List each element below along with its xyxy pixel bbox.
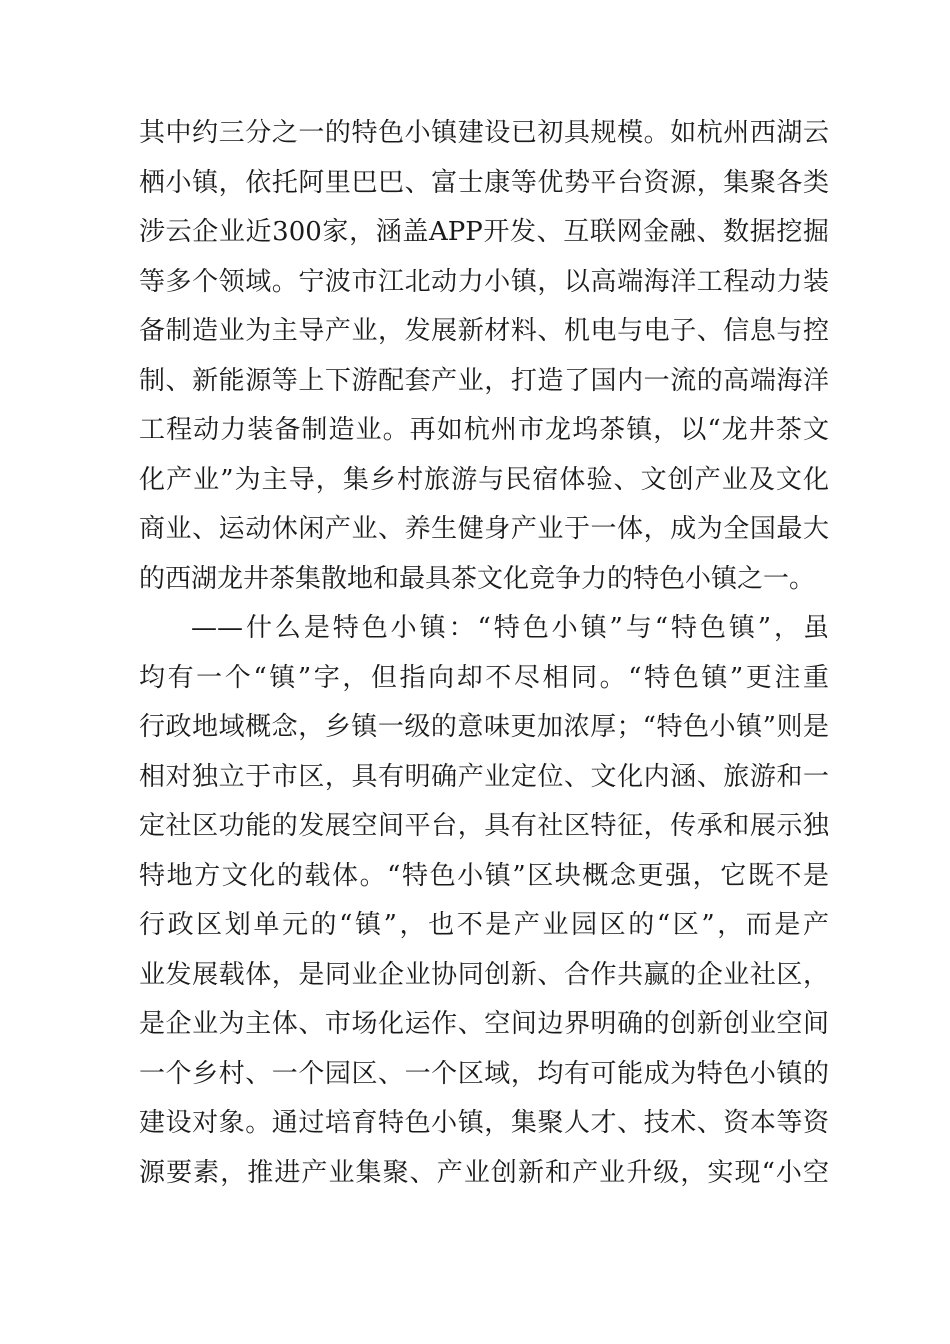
text-line: 是企业为主体、市场化运作、空间边界明确的创新创业空间 — [139, 1009, 829, 1039]
text-line: 栖小镇，依托阿里巴巴、富士康等优势平台资源，集聚各类 — [139, 167, 829, 198]
paragraph — [139, 109, 829, 604]
text-line: 特地方文化的载体。“特色小镇”区块概念更强，它既不是 — [139, 860, 829, 891]
text-line: 制、新能源等上下游配套产业，打造了国内一流的高端海洋 — [139, 365, 829, 396]
text-line: 源要素，推进产业集聚、产业创新和产业升级，实现“小空 — [139, 1157, 829, 1188]
text-line: 涉云企业近300家，涵盖APP开发、互联网金融、数据挖掘 — [139, 217, 829, 247]
text-line: 等多个领域。宁波市江北动力小镇，以高端海洋工程动力装 — [139, 266, 829, 297]
text-line: 相对独立于市区，具有明确产业定位、文化内涵、旅游和一 — [139, 761, 829, 792]
text-line: 的西湖龙井茶集散地和最具茶文化竞争力的特色小镇之一。 — [139, 563, 816, 594]
text-line: ——什么是特色小镇：“特色小镇”与“特色镇”，虽 — [191, 613, 829, 643]
paragraph — [139, 604, 829, 1198]
text-line: 一个乡村、一个园区、一个区域，均有可能成为特色小镇的 — [139, 1058, 829, 1089]
text-line: 建设对象。通过培育特色小镇，集聚人才、技术、资本等资 — [139, 1108, 829, 1138]
text-line: 其中约三分之一的特色小镇建设已初具规模。如杭州西湖云 — [139, 118, 829, 148]
text-line: 备制造业为主导产业，发展新材料、机电与电子、信息与控 — [139, 316, 829, 346]
text-line: 化产业”为主导，集乡村旅游与民宿体验、文创产业及文化 — [139, 464, 829, 495]
text-line: 业发展载体，是同业企业协同创新、合作共赢的企业社区， — [139, 959, 829, 990]
document-body — [139, 109, 829, 1198]
text-line: 均有一个“镇”字，但指向却不尽相同。“特色镇”更注重 — [139, 662, 829, 693]
text-line: 行政区划单元的“镇”，也不是产业园区的“区”，而是产 — [139, 910, 829, 940]
text-line: 定社区功能的发展空间平台，具有社区特征，传承和展示独 — [139, 811, 829, 841]
text-line: 工程动力装备制造业。再如杭州市龙坞茶镇，以“龙井茶文 — [139, 415, 829, 445]
text-line: 商业、运动休闲产业、养生健身产业于一体，成为全国最大 — [139, 514, 829, 544]
text-line: 行政地域概念，乡镇一级的意味更加浓厚；“特色小镇”则是 — [139, 712, 829, 742]
